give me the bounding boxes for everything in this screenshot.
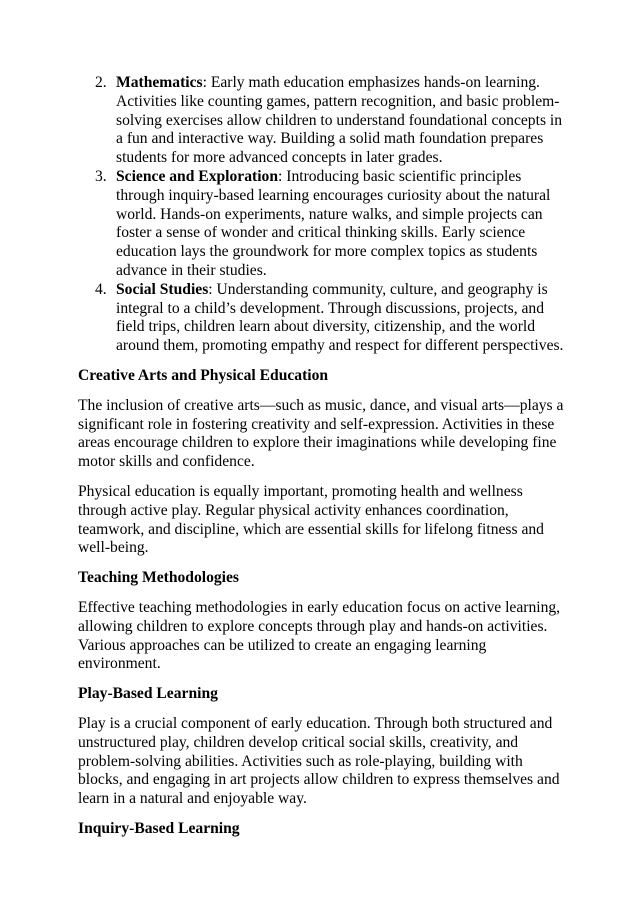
list-item-number: 4. — [95, 280, 107, 298]
section-heading-creative-arts: Creative Arts and Physical Education — [78, 366, 329, 384]
list-item-number: 2. — [95, 74, 107, 91]
list-item-text: : Introducing basic scientific principles through inquiry-based learning encourages curiosity about the natural world. Hands-on experiments, nature walks, and simple projects can foster a sense of wonder and critical thinking skills. Early science education lays the groundwork for more complex topics as students advance in their studies. — [116, 167, 551, 279]
list-item-science — [78, 168, 570, 281]
list-item-social-studies — [78, 281, 570, 356]
section-heading-play-based-learning: Play-Based Learning — [78, 685, 218, 703]
paragraph-creative-arts: The inclusion of creative arts—such as music, dance, and visual arts—plays a significant role in fostering creativity and self-expression. Activities in these areas encourage children to explore their imaginations while developing fine motor skills and confidence. — [78, 396, 564, 471]
list-item-mathematics — [78, 74, 570, 168]
paragraph-physical-education: Physical education is equally important, promoting health and wellness through active play. Regular physical activity enhances coordination, teamwork, and discipline, which are essential skills for lifelong fitness and well-being. — [78, 482, 544, 557]
paragraph-teaching-methodologies: Effective teaching methodologies in early education focus on active learning, allowing children to explore concepts through play and hands-on activities. Various approaches can be utilized to create an engaging learning environment. — [78, 598, 561, 673]
list-item-text: : Early math education emphasizes hands-on learning. Activities like counting games, pattern recognition, and basic problem-solving exercises allow children to understand foundational concepts in a fun and interactive way. Building a solid math foundation prepares students for more advanced concepts in later grades. — [116, 74, 563, 167]
paragraph-play-based-learning: Play is a crucial component of early education. Through both structured and unstructured play, children develop critical social skills, creativity, and problem-solving abilities. Activities such as role-playing, building with blocks, and engaging in art projects allow children to express themselves and learn in a natural and enjoyable way. — [78, 714, 560, 808]
section-heading-inquiry-based-learning: Inquiry-Based Learning — [78, 819, 240, 837]
list-item-term: Science and Exploration — [116, 167, 279, 185]
list-item-term: Social Studies — [116, 280, 209, 298]
list-item-text: : Understanding community, culture, and geography is integral to a child’s development. Through discussions, projects, and field trips, children learn about diversity, citizenship, and the world around them, promoting empathy and respect for different perspectives. — [116, 280, 564, 355]
section-heading-teaching-methodologies: Teaching Methodologies — [78, 569, 240, 587]
list-item-term: Mathematics — [116, 74, 203, 91]
list-item-number: 3. — [95, 167, 107, 185]
curriculum-topics-list — [78, 74, 570, 356]
page-content — [78, 74, 570, 839]
